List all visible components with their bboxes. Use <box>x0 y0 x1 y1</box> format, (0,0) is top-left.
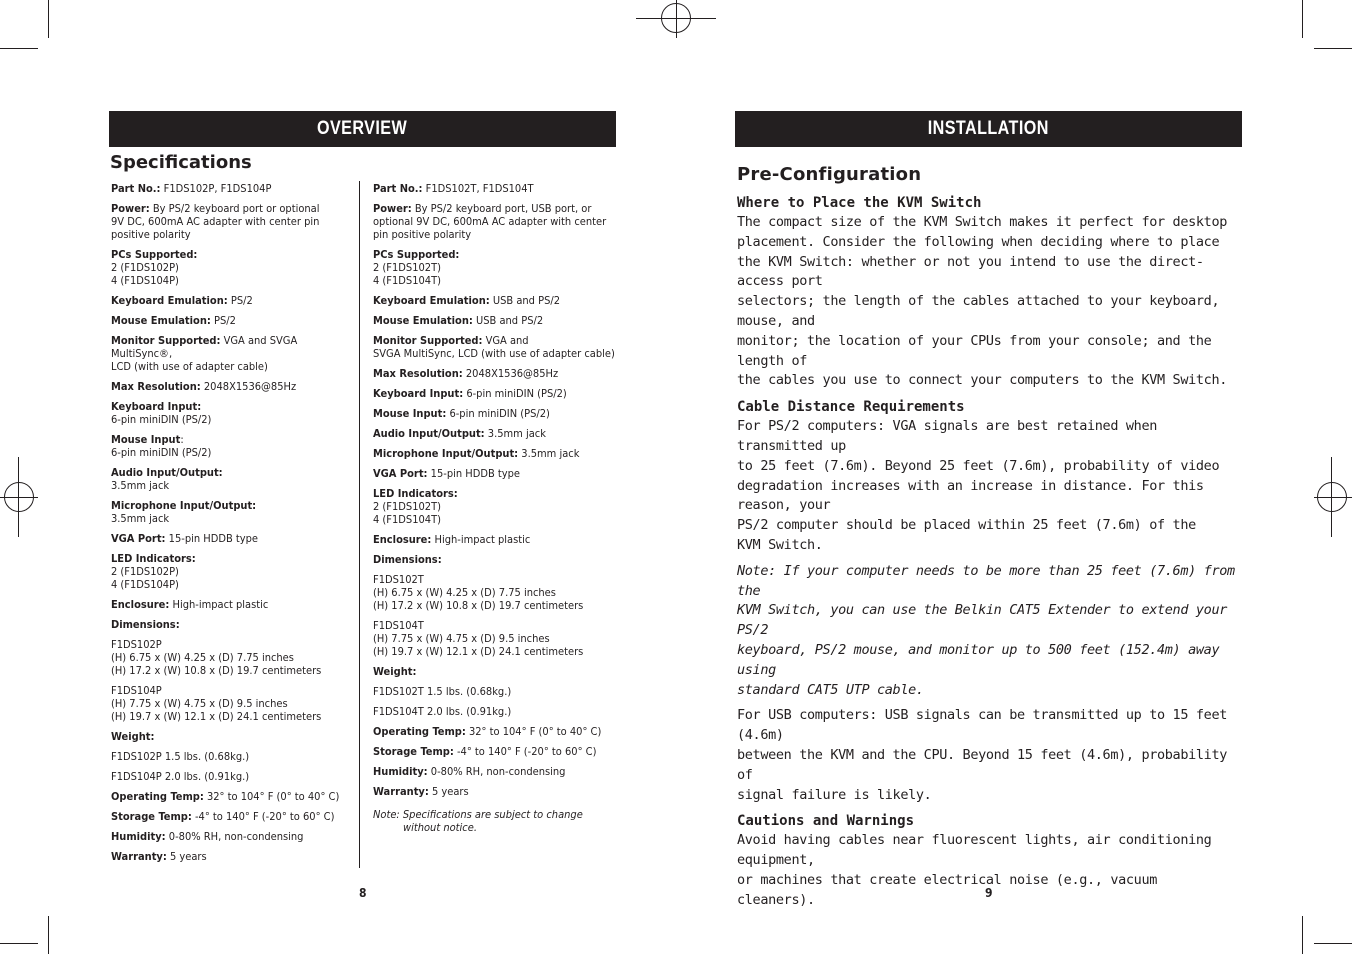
spec-value: 2 (F1DS102T) 4 (F1DS104T) <box>373 500 441 526</box>
spec-item <box>373 387 623 400</box>
spec-item <box>373 725 623 738</box>
installation-content <box>737 164 1242 917</box>
spec-value: F1DS104P 2.0 lbs. (0.91kg.) <box>111 770 250 783</box>
spec-note-line1: Note: Specifications are subject to change <box>373 808 583 821</box>
spec-item <box>111 294 351 307</box>
spec-label: Audio Input/Output: <box>373 427 485 440</box>
spec-label: Weight: <box>111 730 155 743</box>
spec-column-p-models <box>111 182 351 870</box>
spec-item <box>373 182 623 195</box>
spec-label: Humidity: <box>111 830 166 843</box>
spec-value: 2 (F1DS102P) 4 (F1DS104P) <box>111 565 179 591</box>
overview-banner-label: OVERVIEW <box>317 118 408 139</box>
spec-value: 6-pin miniDIN (PS/2) <box>446 407 550 420</box>
spec-item <box>111 182 351 195</box>
pre-configuration-heading: Pre-Configuration <box>737 164 922 185</box>
spec-item <box>373 765 623 778</box>
spec-value: F1DS104P (H) 7.75 x (W) 4.75 x (D) 9.5 inches (H) 19.7 x (W) 12.1 x (D) 24.1 centimeters <box>111 684 322 723</box>
spec-value: -4° to 140° F (-20° to 60° C) <box>191 810 335 823</box>
spec-label: Dimensions: <box>111 618 180 631</box>
spec-value: 6-pin miniDIN (PS/2) <box>463 387 567 400</box>
installation-sections <box>737 193 1242 911</box>
page-number-right: 9 <box>985 886 993 900</box>
spec-value: F1DS102P 1.5 lbs. (0.68kg.) <box>111 750 250 763</box>
installation-section <box>737 562 1242 701</box>
crop-mark <box>1314 943 1352 944</box>
spec-item <box>111 598 351 611</box>
spec-item <box>373 407 623 420</box>
spec-item <box>111 248 351 287</box>
spec-value: 32° to 104° F (0° to 40° C) <box>465 725 602 738</box>
spec-item <box>373 467 623 480</box>
spec-item <box>111 830 351 843</box>
spec-label: LED Indicators: <box>111 552 196 565</box>
spec-label: Monitor Supported: <box>111 334 221 347</box>
spec-item <box>373 248 623 287</box>
spec-item <box>111 499 351 525</box>
spec-label: Operating Temp: <box>373 725 466 738</box>
spec-item <box>111 790 351 803</box>
spec-label: Storage Temp: <box>111 810 192 823</box>
spec-item <box>111 400 351 426</box>
installation-banner-label: INSTALLATION <box>927 118 1050 139</box>
spec-item <box>373 294 623 307</box>
spec-value: F1DS102P (H) 6.75 x (W) 4.25 x (D) 7.75 inches (H) 17.2 x (W) 10.8 x (D) 19.7 centimeters <box>111 638 322 677</box>
spec-item <box>111 618 351 631</box>
spec-value: 2048X1536@85Hz <box>462 367 559 380</box>
spec-item <box>111 770 351 783</box>
spec-value: 6-pin miniDIN (PS/2) <box>111 413 212 426</box>
spec-item <box>373 619 623 658</box>
overview-banner <box>109 111 616 147</box>
section-title: Cautions and Warnings <box>737 813 915 830</box>
spec-label: Keyboard Emulation: <box>373 294 490 307</box>
spec-item <box>111 638 351 677</box>
spec-label: Warranty: <box>373 785 429 798</box>
spec-value: F1DS104T (H) 7.75 x (W) 4.75 x (D) 9.5 inches (H) 19.7 x (W) 12.1 x (D) 24.1 centimeters <box>373 619 584 658</box>
spec-label: VGA Port: <box>373 467 428 480</box>
crop-mark <box>1314 48 1352 49</box>
spec-label: Max Resolution: <box>111 380 201 393</box>
spec-item <box>373 367 623 380</box>
spec-label: Audio Input/Output: <box>111 466 223 479</box>
spec-label: PCs Supported: <box>111 248 198 261</box>
page-number-left: 8 <box>359 886 367 900</box>
spec-item <box>111 314 351 327</box>
spec-value: High-impact plastic <box>169 598 269 611</box>
spec-value: 3.5mm jack <box>484 427 546 440</box>
spec-label: Enclosure: <box>373 533 432 546</box>
crop-mark <box>48 916 49 954</box>
spec-label: Weight: <box>373 665 417 678</box>
section-note: Note: If your computer needs to be more than 25 feet (7.6m) from the KVM Switch, you can use the Belkin CAT5 Extender to extend your PS/2 keyboard, PS/2 mouse, and monitor up to 500 feet (152.4m) away using standard CAT5 UTP cable. <box>737 562 1235 698</box>
spec-item <box>373 447 623 460</box>
section-body: For PS/2 computers: VGA signals are best retained when transmitted up to 25 feet (7.6m). Beyond 25 feet (7.6m), probability of video degradation increases with an increase in distance. For this reason, your PS/2 computer should be placed within 25 feet (7.6m) of the KVM Switch. <box>737 418 1220 553</box>
spec-value: 32° to 104° F (0° to 40° C) <box>203 790 340 803</box>
spec-label: Warranty: <box>111 850 167 863</box>
installation-section <box>737 706 1242 805</box>
spec-label: Mouse Input: <box>373 407 447 420</box>
spec-label: Keyboard Input: <box>373 387 464 400</box>
spec-label: Keyboard Emulation: <box>111 294 228 307</box>
spec-label: Dimensions: <box>373 553 442 566</box>
spec-label: Microphone Input/Output: <box>373 447 519 460</box>
spec-item <box>373 745 623 758</box>
spec-label: Part No.: <box>373 182 423 195</box>
installation-banner <box>735 111 1242 147</box>
spec-item <box>111 334 351 373</box>
spec-value: 5 years <box>166 850 207 863</box>
spec-item <box>111 552 351 591</box>
spec-label: VGA Port: <box>111 532 166 545</box>
spec-item <box>111 750 351 763</box>
spec-item <box>373 314 623 327</box>
spec-value: 5 years <box>428 785 469 798</box>
spec-label: Power: <box>373 202 412 215</box>
spec-value: 15-pin HDDB type <box>427 467 520 480</box>
spec-value: 3.5mm jack <box>111 479 170 492</box>
spec-value: 3.5mm jack <box>518 447 580 460</box>
spec-label: Power: <box>111 202 150 215</box>
spec-label: Mouse Emulation: <box>111 314 211 327</box>
spec-value: USB and PS/2 <box>472 314 544 327</box>
spec-value: High-impact plastic <box>431 533 531 546</box>
spec-label: Storage Temp: <box>373 745 454 758</box>
specifications-heading: Specifications <box>110 152 252 173</box>
spec-item <box>373 705 623 718</box>
spec-value: : 6-pin miniDIN (PS/2) <box>111 433 212 459</box>
spec-value: 2048X1536@85Hz <box>200 380 297 393</box>
spec-value: 0-80% RH, non-condensing <box>165 830 304 843</box>
spec-value: -4° to 140° F (-20° to 60° C) <box>453 745 597 758</box>
spec-value: VGA and SVGA MultiSync®, LCD (with use of adapter cable) <box>111 334 298 373</box>
section-body: For USB computers: USB signals can be transmitted up to 15 feet (4.6m) between the KVM and the CPU. Beyond 15 feet (4.6m), probability of signal failure is likely. <box>737 707 1227 803</box>
spec-item <box>111 730 351 743</box>
spec-item <box>373 487 623 526</box>
spec-item <box>373 427 623 440</box>
spec-column-t-models <box>373 182 623 805</box>
installation-section <box>737 193 1242 391</box>
spec-value: 15-pin HDDB type <box>165 532 258 545</box>
spec-value: By PS/2 keyboard port, USB port, or optional 9V DC, 600mA AC adapter with center pin positive polarity <box>373 202 607 241</box>
spec-label: Max Resolution: <box>373 367 463 380</box>
spec-item <box>373 553 623 566</box>
spec-item <box>111 433 351 459</box>
spec-value: 3.5mm jack <box>111 512 170 525</box>
spec-label: PCs Supported: <box>373 248 460 261</box>
spec-value: VGA and SVGA MultiSync, LCD (with use of adapter cable) <box>373 334 615 360</box>
section-body: The compact size of the KVM Switch makes it perfect for desktop placement. Consider the following when deciding where to place the KVM Switch: whether or not you intend to use the direct-access port selectors; the length of the cables attached to your keyboard, mouse, and monitor; the location of your CPUs from your console; and the length of the cables you use to connect your computers to the KVM Switch. <box>737 214 1227 389</box>
spec-value: By PS/2 keyboard port or optional 9V DC, 600mA AC adapter with center pin positive polarity <box>111 202 320 241</box>
spec-note-line2: without notice. <box>403 821 477 834</box>
spec-label: Part No.: <box>111 182 161 195</box>
column-divider <box>359 181 360 868</box>
spec-value: 2 (F1DS102T) 4 (F1DS104T) <box>373 261 441 287</box>
spec-label: Microphone Input/Output: <box>111 499 257 512</box>
spec-value: PS/2 <box>227 294 253 307</box>
spec-label: Keyboard Input: <box>111 400 202 413</box>
spec-label: Operating Temp: <box>111 790 204 803</box>
spec-value: F1DS102T (H) 6.75 x (W) 4.25 x (D) 7.75 inches (H) 17.2 x (W) 10.8 x (D) 19.7 centimeters <box>373 573 584 612</box>
crop-mark <box>1302 916 1303 954</box>
spec-label: Enclosure: <box>111 598 170 611</box>
crop-mark <box>1302 0 1303 38</box>
spec-value: 2 (F1DS102P) 4 (F1DS104P) <box>111 261 179 287</box>
spec-item <box>111 532 351 545</box>
crop-mark <box>48 0 49 38</box>
section-title: Where to Place the KVM Switch <box>737 195 982 211</box>
spec-item <box>373 334 623 360</box>
section-title: Cable Distance Requirements <box>737 399 965 416</box>
spec-item <box>111 380 351 393</box>
spec-label: LED Indicators: <box>373 487 458 500</box>
spec-value: F1DS102T, F1DS104T <box>422 182 534 195</box>
installation-section <box>737 397 1242 556</box>
spec-label: Humidity: <box>373 765 428 778</box>
spec-item <box>111 810 351 823</box>
crop-mark <box>0 48 38 49</box>
spec-value: F1DS102T 1.5 lbs. (0.68kg.) <box>373 685 512 698</box>
spec-value: PS/2 <box>210 314 236 327</box>
spec-value: F1DS102P, F1DS104P <box>160 182 272 195</box>
spec-item <box>373 573 623 612</box>
spec-label: Monitor Supported: <box>373 334 483 347</box>
spec-label: Mouse Emulation: <box>373 314 473 327</box>
spec-item <box>373 202 623 241</box>
spec-value: 0-80% RH, non-condensing <box>427 765 566 778</box>
spec-item <box>373 665 623 678</box>
spec-item <box>111 466 351 492</box>
spec-item <box>111 684 351 723</box>
spec-item <box>111 202 351 241</box>
spec-item <box>373 533 623 546</box>
spec-label: Mouse Input <box>111 433 181 446</box>
spec-note <box>373 808 623 834</box>
spec-value: F1DS104T 2.0 lbs. (0.91kg.) <box>373 705 512 718</box>
crop-mark <box>0 943 38 944</box>
spec-item <box>111 850 351 863</box>
spec-item <box>373 785 623 798</box>
spec-item <box>373 685 623 698</box>
section-body: Avoid having cables near fluorescent lights, air conditioning equipment, or machines that create electrical noise (e.g., vacuum cleaners). <box>737 832 1212 908</box>
spec-value: USB and PS/2 <box>489 294 560 307</box>
